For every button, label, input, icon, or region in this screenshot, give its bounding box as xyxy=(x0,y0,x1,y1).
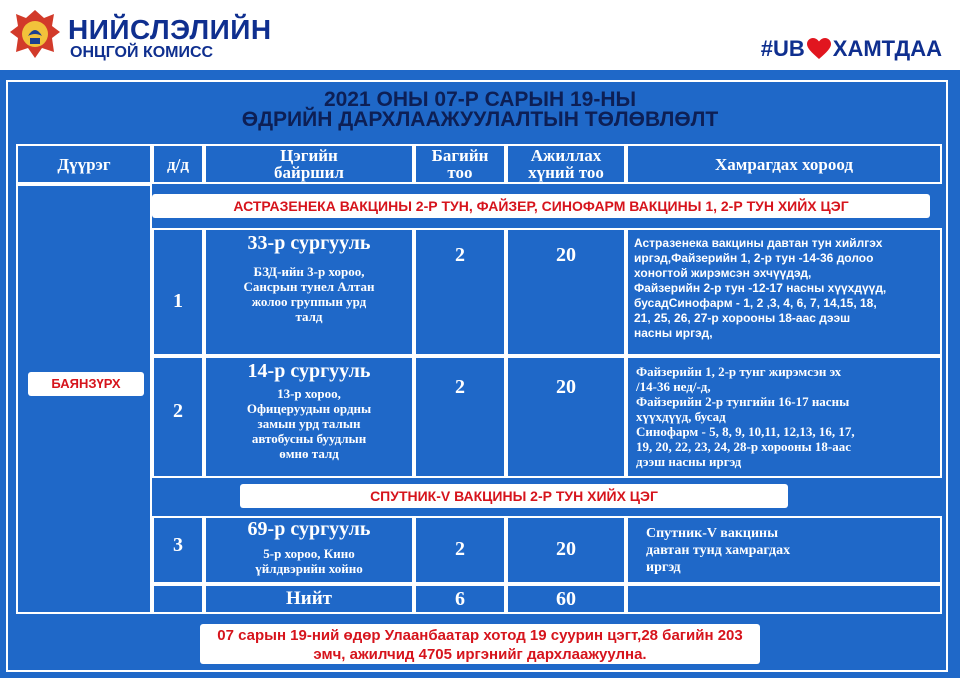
row2-location-name: 14-р сургууль xyxy=(247,360,371,382)
row2-coverage-7: дээш насны иргэд xyxy=(636,454,742,469)
org-name-line1: НИЙСЛЭЛИЙН xyxy=(68,14,272,45)
district-label: БАЯНЗҮРХ xyxy=(28,372,144,396)
row2-address-1: 13-р хороо, xyxy=(277,386,341,401)
total-coverage-cell xyxy=(626,584,942,614)
row1-coverage-1: Астразенека вакцины давтан тун хийлгэх xyxy=(634,236,883,250)
org-name-line2: ОНЦГОЙ КОМИСС xyxy=(70,44,214,61)
row1-address-4: талд xyxy=(295,309,323,324)
row1-address-1: БЗД-ийн 3-р хороо, xyxy=(253,264,365,279)
row1-no: 1 xyxy=(173,290,183,312)
row3-coverage-2: давтан тунд хамрагдах xyxy=(646,543,791,558)
row2-address-4: автобусны буудлын xyxy=(251,431,367,446)
row1-coverage-3: хоногтой жирэмсэн эхчүүдэд, xyxy=(634,266,812,280)
row1-coverage-5: бусадСинофарм - 1, 2 ,3, 4, 6, 7, 14,15, 18, xyxy=(634,296,877,310)
row2-workers: 20 xyxy=(556,376,576,398)
header-no: д/д xyxy=(167,154,189,174)
header-location-l2: байршил xyxy=(274,162,344,182)
row2-address-5: өмнө талд xyxy=(279,446,339,461)
header-khoroo: Хамрагдах хороод xyxy=(715,154,853,174)
header-teams-l1: Багийн xyxy=(431,145,489,165)
header-workers-l2: хүний тоо xyxy=(528,162,604,182)
hashtag-prefix: #UB xyxy=(760,36,805,61)
row1-coverage-4: Файзерийн 2-р тун -12-17 насны хүүхдүүд, xyxy=(634,281,887,295)
row2-coverage-1: Файзерийн 1, 2-р тунг жирэмсэн эх xyxy=(636,364,842,379)
summary-line2: эмч, ажилчид 4705 иргэнийг дархлаажуулна. xyxy=(313,646,647,663)
row2-address-2: Офицеруудын ордны xyxy=(246,401,372,416)
page-title-line2: ӨДРИЙН ДАРХЛААЖУУЛАЛТЫН ТӨЛӨВЛӨЛТ xyxy=(241,108,719,131)
top-header-bar xyxy=(0,0,960,70)
header-workers-l1: Ажиллах xyxy=(530,145,602,165)
row2-coverage-5: Синофарм - 5, 8, 9, 10,11, 12,13, 16, 17, xyxy=(636,424,855,439)
row3-address-1: 5-р хороо, Кино xyxy=(263,546,355,561)
total-no-cell xyxy=(152,584,204,614)
row3-no: 3 xyxy=(173,534,183,556)
row1-location-name: 33-р сургууль xyxy=(247,232,371,254)
page-title-line1: 2021 ОНЫ 07-Р САРЫН 19-НЫ xyxy=(323,88,637,111)
row3-coverage-3: иргэд xyxy=(646,560,681,575)
total-label: Нийт xyxy=(285,588,332,609)
row2-coverage-4: хүүхдүүд, бусад xyxy=(636,409,726,424)
total-teams: 6 xyxy=(455,588,465,610)
row1-coverage-7: насны иргэд, xyxy=(634,326,713,340)
section2-banner: СПУТНИК-V ВАКЦИНЫ 2-Р ТУН ХИЙХ ЦЭГ xyxy=(240,484,788,508)
section1-banner: АСТРАЗЕНЕКА ВАКЦИНЫ 2-Р ТУН, ФАЙЗЕР, СИНОФАРМ ВАКЦИНЫ 1, 2-Р ТУН ХИЙХ ЦЭГ xyxy=(152,194,930,218)
header-district: Дүүрэг xyxy=(57,154,111,174)
row3-workers: 20 xyxy=(556,538,576,560)
city-emblem-icon xyxy=(6,6,64,62)
row2-coverage-6: 19, 20, 22, 23, 24, 28-р хорооны 18-аас xyxy=(636,439,852,454)
hashtag xyxy=(761,36,942,62)
row3-teams: 2 xyxy=(455,538,465,560)
row1-workers: 20 xyxy=(556,244,576,266)
hashtag-suffix: ХАМТДАА xyxy=(832,36,942,61)
header-location-l1: Цэгийн xyxy=(280,145,338,165)
row2-coverage-2: /14-36 нед/-д, xyxy=(636,379,711,394)
header-teams-l2: тоо xyxy=(447,162,473,182)
district-cell xyxy=(16,184,152,614)
row1-coverage-6: 21, 25, 26, 27-р хорооны 18-аас дээш xyxy=(634,311,851,325)
row2-address-3: замын урд талын xyxy=(257,416,361,431)
row3-location-name: 69-р сургууль xyxy=(247,518,371,540)
row2-teams: 2 xyxy=(455,376,465,398)
row3-address-2: үйлдвэрийн хойно xyxy=(255,561,363,576)
row1-coverage-2: иргэд,Файзерийн 1, 2-р тун -14-36 долоо xyxy=(634,251,874,265)
summary-line1: 07 сарын 19-ний өдөр Улаанбаатар хотод 19 суурин цэгт,28 багийн 203 xyxy=(217,627,743,644)
summary-banner xyxy=(200,624,760,664)
row1-teams: 2 xyxy=(455,244,465,266)
row2-coverage-3: Файзерийн 2-р тунгийн 16-17 насны xyxy=(636,394,850,409)
row1-address-2: Сансрын тунел Алтан xyxy=(243,279,375,294)
row3-coverage-1: Спутник-V вакцины xyxy=(646,526,779,541)
row2-teams-cell xyxy=(414,356,506,478)
row2-no: 2 xyxy=(173,400,183,422)
row2-workers-cell xyxy=(506,356,626,478)
total-workers: 60 xyxy=(556,588,576,610)
row1-address-3: жолоо группын урд xyxy=(251,294,367,309)
heart-icon xyxy=(807,38,831,60)
